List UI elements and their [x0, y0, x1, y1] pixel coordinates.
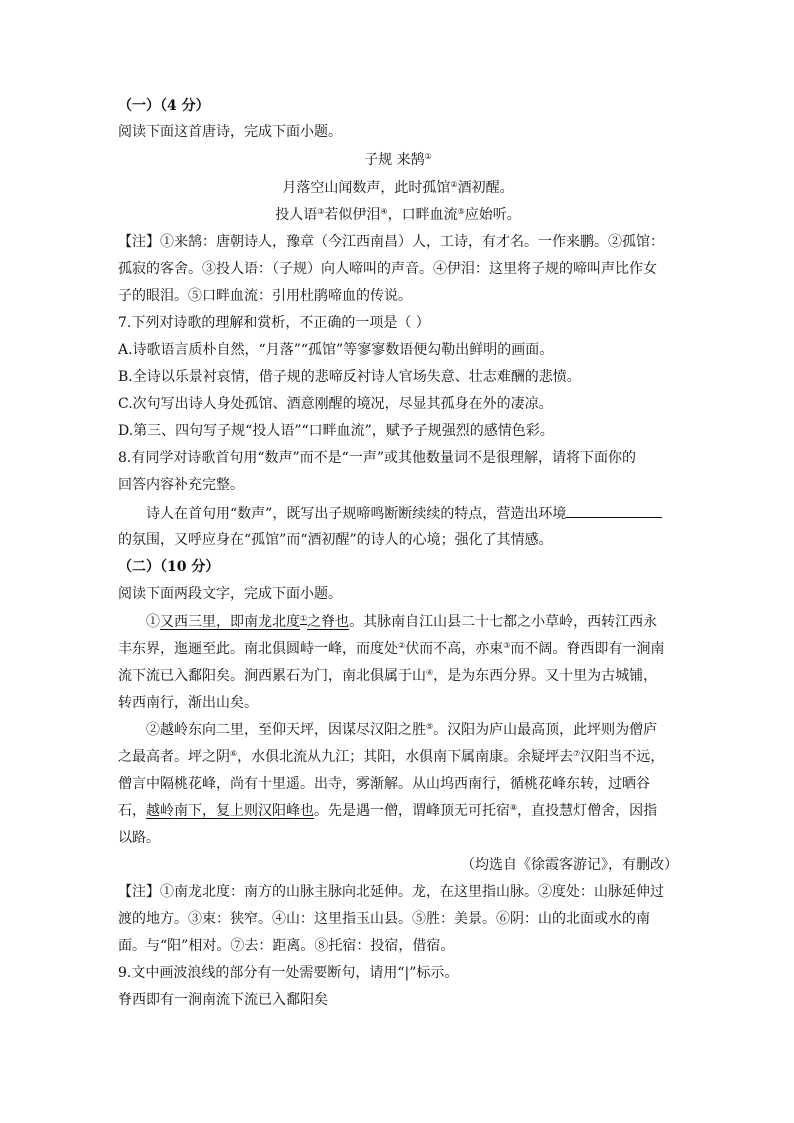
- poem-line-2: 投人语③若似伊泪④，口畔血流⑤应始听。: [275, 207, 521, 223]
- passage-2-line: ②越岭东向二里，至仰天坪，因谋尽汉阳之胜⑤。汉阳为庐山最高顶，此坪则为僧庐: [146, 722, 658, 738]
- passage-note-line: 面。与“阳”相对。⑦去：距离。⑧托宿：投宿，借宿。: [118, 938, 455, 954]
- question-8-stem: 8.有同学对诗歌首句用“数声”而不是“一声”或其他数量词不是很理解，请将下面你的: [118, 450, 636, 466]
- part2-intro: 阅读下面两段文字，完成下面小题。: [118, 586, 342, 602]
- poem-note-line: 【注】①来鹄：唐朝诗人，豫章（今江西南昌）人，工诗，有才名。一作来鹏。②孤馆：: [118, 234, 664, 250]
- question-8-answer: 的氛围，又呼应身在“孤馆”而“酒初醒”的诗人的心境；强化了其情感。: [118, 532, 553, 548]
- part1-intro: 阅读下面这首唐诗，完成下面小题。: [118, 124, 342, 140]
- question-7-option-a: A.诗歌语言质朴自然，“月落”“孤馆”等寥寥数语便勾勒出鲜明的画面。: [118, 342, 554, 358]
- question-7-option-b: B.全诗以乐景衬哀情，借子规的悲啼反衬诗人官场失意、壮志难酬的悲愤。: [118, 369, 581, 385]
- question-7-option-d: D.第三、四句写子规“投人语”“口畔血流”，赋予子规强烈的感情色彩。: [118, 423, 554, 439]
- passage-2-line: 之最高者。坪之阴⑥，水俱北流从九江；其阳，水俱南下属南康。余疑坪去⑦汉阳当不远，: [118, 749, 665, 765]
- part1-heading: （一）（4 分）: [118, 98, 210, 114]
- part2-heading: （二）（10 分）: [118, 559, 220, 575]
- question-8-answer: 诗人在首句用“数声”，既写出子规啼鸣断断续续的特点，营造出环境: [146, 503, 662, 523]
- question-7-stem: 7.下列对诗歌的理解和赏析，不正确的一项是（ ）: [118, 315, 430, 331]
- passage-2-line: 以路。: [118, 830, 160, 846]
- underlined-phrase: 越岭南下，复上则汉阳峰也: [146, 803, 314, 819]
- passage-2-line: 僧言中隔桃花峰，尚有十里遥。出寺，雾渐解。从山坞西南行，循桃花峰东转，过晒谷: [118, 776, 650, 792]
- passage-note-line: 渡的地方。③束：狭窄。④山：这里指玉山县。⑤胜：美景。⑥阴：山的北面或水的南: [118, 911, 650, 927]
- underlined-phrase: 又西三里，即南龙北度: [160, 614, 300, 630]
- poem-note-line: 子的眼泪。⑤口畔血流：引用杜鹃啼血的传说。: [118, 288, 412, 304]
- passage-1-line: 转西南行，渐出山矣。: [118, 695, 258, 711]
- passage-2-line: 石，越岭南下，复上则汉阳峰也。先是遇一僧，谓峰顶无可托宿⑧，直投慧灯僧舍，因指: [118, 803, 658, 819]
- answer-blank[interactable]: [566, 503, 662, 518]
- poem-note-line: 孤寂的客舍。③投人语：（子规）向人啼叫的声音。④伊泪：这里将子规的啼叫声比作女: [118, 261, 657, 277]
- poem-line-1: 月落空山闻数声，此时孤馆②酒初醒。: [282, 180, 514, 196]
- passage-note-line: 【注】①南龙北度：南方的山脉主脉向北延伸。龙，在这里指山脉。②度处：山脉延伸过: [118, 884, 664, 900]
- poem-title: 子规 来鹄①: [364, 152, 432, 168]
- question-7-option-c: C.次句写出诗人身处孤馆、酒意刚醒的境况，尽显其孤身在外的凄凉。: [118, 396, 553, 412]
- question-8-stem: 回答内容补充完整。: [118, 477, 244, 493]
- question-9-sentence: 脊西即有一涧南流下流已入鄱阳矣: [118, 992, 328, 1008]
- passage-1-line: 丰东界，迤逦至此。南北俱圆峙一峰，而度处②伏而不高，亦束③而不阔。脊西即有一涧南: [118, 641, 665, 657]
- question-9-stem: 9.文中画波浪线的部分有一处需要断句，请用“|”标示。: [118, 965, 459, 981]
- passage-1-line: ①又西三里，即南龙北度①之脊也。其脉南自江山县二十七都之小草岭，西转江西永: [146, 614, 658, 630]
- passage-1-line: 流下流已入鄱阳矣。涧西累石为门，南北俱属于山④，是为东西分界。又十里为古城铺，: [118, 668, 658, 684]
- source-citation: （均选自《徐霞客游记》，有删改）: [461, 857, 678, 873]
